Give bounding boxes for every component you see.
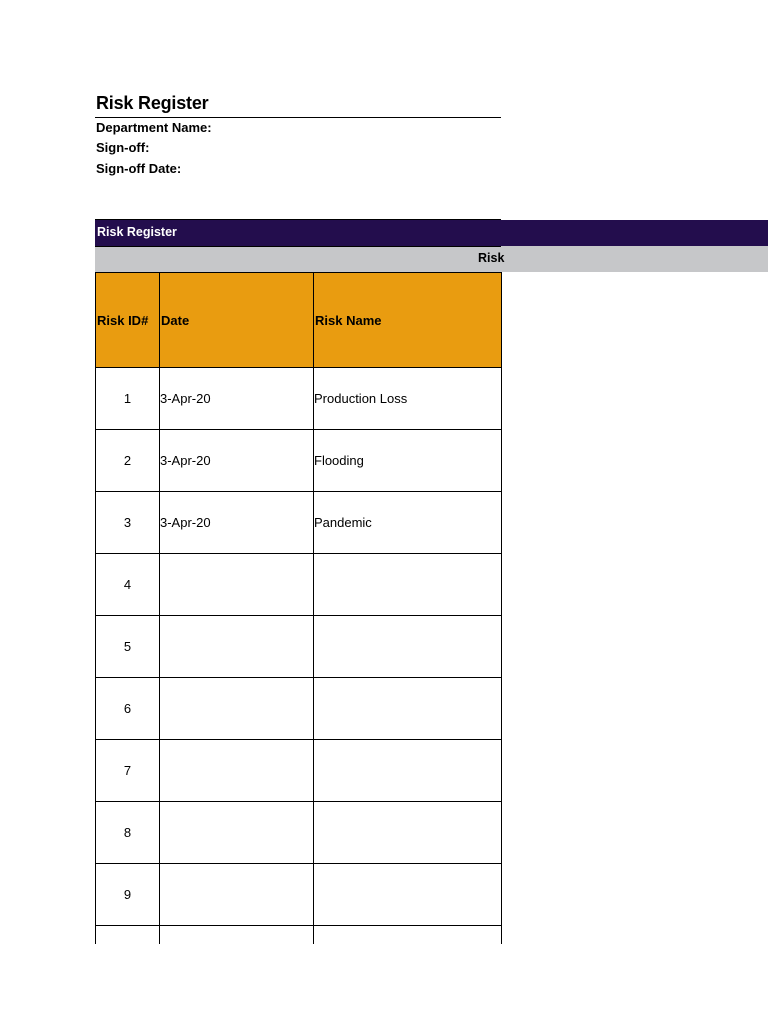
risk-name-cell[interactable] bbox=[314, 616, 502, 678]
risk-register-table bbox=[95, 272, 502, 944]
table-row bbox=[96, 616, 502, 678]
date-cell[interactable]: 3-Apr-20 bbox=[160, 430, 314, 492]
risk-id-cell[interactable]: 5 bbox=[96, 616, 160, 678]
risk-name-cell[interactable] bbox=[314, 740, 502, 802]
column-header-risk-id[interactable]: Risk ID# bbox=[96, 273, 160, 368]
table-row bbox=[96, 368, 502, 430]
register-banner bbox=[95, 220, 768, 246]
risk-id-cell[interactable]: 1 bbox=[96, 368, 160, 430]
section-bar bbox=[95, 246, 768, 272]
risk-name-cell[interactable]: Production Loss bbox=[314, 368, 502, 430]
sign-off-date-label: Sign-off Date: bbox=[96, 161, 182, 176]
table-row bbox=[96, 740, 502, 802]
date-cell[interactable] bbox=[160, 740, 314, 802]
risk-id-cell[interactable]: 4 bbox=[96, 554, 160, 616]
risk-name-cell[interactable] bbox=[314, 864, 502, 926]
risk-name-cell[interactable] bbox=[314, 678, 502, 740]
section-bar-visible-area bbox=[95, 246, 505, 272]
date-cell[interactable]: 3-Apr-20 bbox=[160, 368, 314, 430]
risk-id-cell[interactable]: 9 bbox=[96, 864, 160, 926]
date-cell[interactable] bbox=[160, 926, 314, 945]
risk-name-cell[interactable]: Flooding bbox=[314, 430, 502, 492]
risk-id-cell[interactable]: 3 bbox=[96, 492, 160, 554]
title-underline bbox=[95, 117, 501, 118]
section-bar-label: Risk bbox=[478, 251, 505, 265]
risk-id-cell[interactable]: 6 bbox=[96, 678, 160, 740]
table-row bbox=[96, 802, 502, 864]
risk-id-cell[interactable] bbox=[96, 926, 160, 945]
risk-id-cell[interactable]: 8 bbox=[96, 802, 160, 864]
risk-name-cell[interactable]: Pandemic bbox=[314, 492, 502, 554]
department-name-label: Department Name: bbox=[96, 120, 212, 135]
date-cell[interactable] bbox=[160, 864, 314, 926]
column-header-date[interactable]: Date bbox=[160, 273, 314, 368]
table-row bbox=[96, 430, 502, 492]
risk-name-cell[interactable] bbox=[314, 802, 502, 864]
column-header-risk-name[interactable]: Risk Name bbox=[314, 273, 502, 368]
sign-off-label: Sign-off: bbox=[96, 140, 150, 155]
risk-name-cell[interactable] bbox=[314, 554, 502, 616]
date-cell[interactable]: 3-Apr-20 bbox=[160, 492, 314, 554]
table-row-partial bbox=[96, 926, 502, 945]
date-cell[interactable] bbox=[160, 616, 314, 678]
date-cell[interactable] bbox=[160, 802, 314, 864]
risk-name-cell[interactable] bbox=[314, 926, 502, 945]
page-title: Risk Register bbox=[96, 93, 209, 113]
risk-id-cell[interactable]: 7 bbox=[96, 740, 160, 802]
register-banner-title: Risk Register bbox=[97, 225, 177, 239]
table-row bbox=[96, 492, 502, 554]
table-row bbox=[96, 554, 502, 616]
risk-id-cell[interactable]: 2 bbox=[96, 430, 160, 492]
table-row bbox=[96, 678, 502, 740]
date-cell[interactable] bbox=[160, 554, 314, 616]
table-header-row bbox=[96, 273, 502, 368]
table-row bbox=[96, 864, 502, 926]
date-cell[interactable] bbox=[160, 678, 314, 740]
